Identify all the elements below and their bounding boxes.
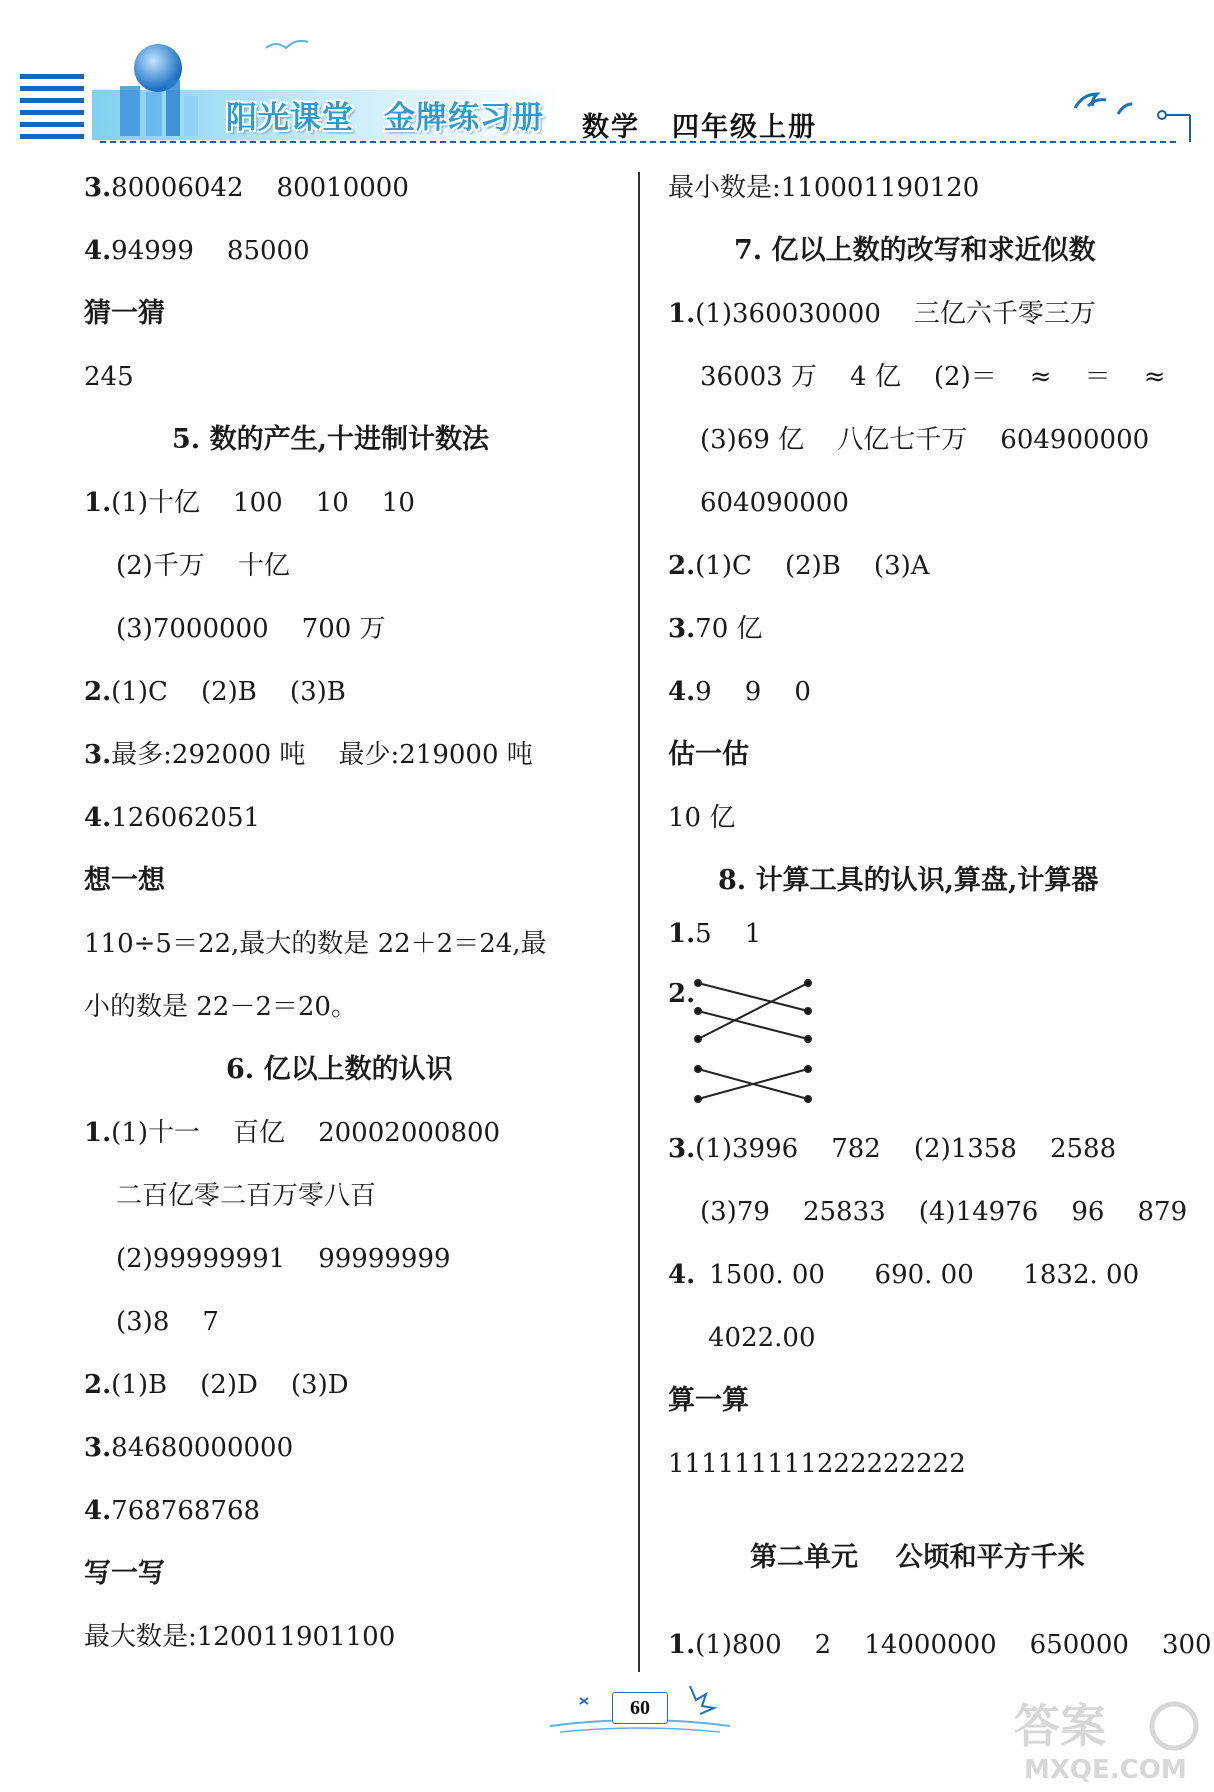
answer-line: 4.768768768 — [84, 1496, 261, 1526]
column-divider — [638, 172, 640, 1672]
answer-line: 3.最多:292000 吨 最少:219000 吨 — [84, 740, 533, 770]
answer-line: (3)79 25833 (4)14976 96 879 — [700, 1197, 1188, 1227]
section-heading: 第二单元 公顷和平方千米 — [750, 1542, 1085, 1573]
answer-line: 4. 1500. 00 690. 00 1832. 00 — [668, 1260, 1140, 1290]
section-heading: 8. 计算工具的认识,算盘,计算器 — [718, 865, 1099, 896]
answer-line: 4.126062051 — [84, 803, 261, 833]
answer-line: 3.70 亿 — [668, 614, 763, 644]
section-label: 想一想 — [84, 865, 165, 896]
answer-line: 3.84680000000 — [84, 1433, 294, 1463]
answer-line: 1.(1)800 2 14000000 650000 300 — [668, 1630, 1212, 1660]
svg-text:答案: 答案 — [1014, 1699, 1106, 1753]
answer-line: (3)7000000 700 万 — [116, 614, 386, 644]
section-label: 猜一猜 — [84, 298, 165, 329]
section-heading: 7. 亿以上数的改写和求近似数 — [734, 235, 1096, 266]
svg-text:MXQE.COM: MXQE.COM — [1024, 1755, 1187, 1785]
answer-line: 1.(1)360030000 三亿六千零三万 — [668, 299, 1096, 329]
answer-line: 3.80006042 80010000 — [84, 173, 409, 203]
answer-line: 二百亿零二百万零八百 — [116, 1181, 377, 1211]
answer-line: 2.(1)C (2)B (3)A — [668, 551, 930, 581]
section-label: 估一估 — [668, 739, 749, 770]
answer-line: 3.(1)3996 782 (2)1358 2588 — [668, 1134, 1117, 1164]
section-label: 算一算 — [668, 1385, 749, 1416]
answer-line: 245 — [84, 362, 134, 392]
answer-line: 最大数是:120011901100 — [84, 1622, 396, 1652]
answer-line: 4.94999 85000 — [84, 236, 310, 266]
subject-label: 数学 — [582, 112, 640, 143]
answer-line: 1.(1)十亿 100 10 10 — [84, 488, 415, 518]
page-number: 60 — [612, 1692, 668, 1724]
answer-line: 10 亿 — [668, 803, 736, 833]
answer-line: 110÷5＝22,最大的数是 22＋2＝24,最 — [84, 929, 547, 959]
answer-line: 2. — [668, 979, 696, 1009]
section-heading: 5. 数的产生,十进制计数法 — [172, 424, 489, 455]
answer-line: 36003 万 4 亿 (2)＝ ≈ ＝ ≈ — [700, 362, 1166, 392]
brand-right: 金牌练习册 — [384, 100, 544, 136]
section-heading: 6. 亿以上数的认识 — [226, 1054, 453, 1085]
answer-line: 1.(1)十一 百亿 20002000800 — [84, 1118, 501, 1148]
section-label: 写一写 — [84, 1558, 165, 1589]
watermark-logo — [1004, 1690, 1204, 1786]
answer-line: 604090000 — [700, 488, 849, 518]
answer-line: (2)千万 十亿 — [116, 551, 290, 581]
answer-line: 111111111222222222 — [668, 1449, 966, 1479]
answer-line: 4.9 9 0 — [668, 677, 811, 707]
answer-line: 1.5 1 — [668, 919, 762, 949]
answer-line: 2.(1)C (2)B (3)B — [84, 677, 346, 707]
answer-line: 小的数是 22－2＝20。 — [84, 992, 357, 1022]
answer-line: (3)8 7 — [116, 1307, 219, 1337]
answer-line: (2)99999991 99999999 — [116, 1244, 451, 1274]
answer-line: 4022.00 — [708, 1323, 816, 1353]
matching-lines-diagram — [690, 975, 820, 1115]
page-header — [0, 0, 1214, 160]
grade-label: 四年级上册 — [672, 112, 817, 143]
answer-line: 2.(1)B (2)D (3)D — [84, 1370, 349, 1400]
answer-line: 最小数是:110001190120 — [668, 173, 980, 203]
brand-left: 阳光课堂 — [226, 100, 354, 136]
answer-line: (3)69 亿 八亿七千万 604900000 — [700, 425, 1150, 455]
